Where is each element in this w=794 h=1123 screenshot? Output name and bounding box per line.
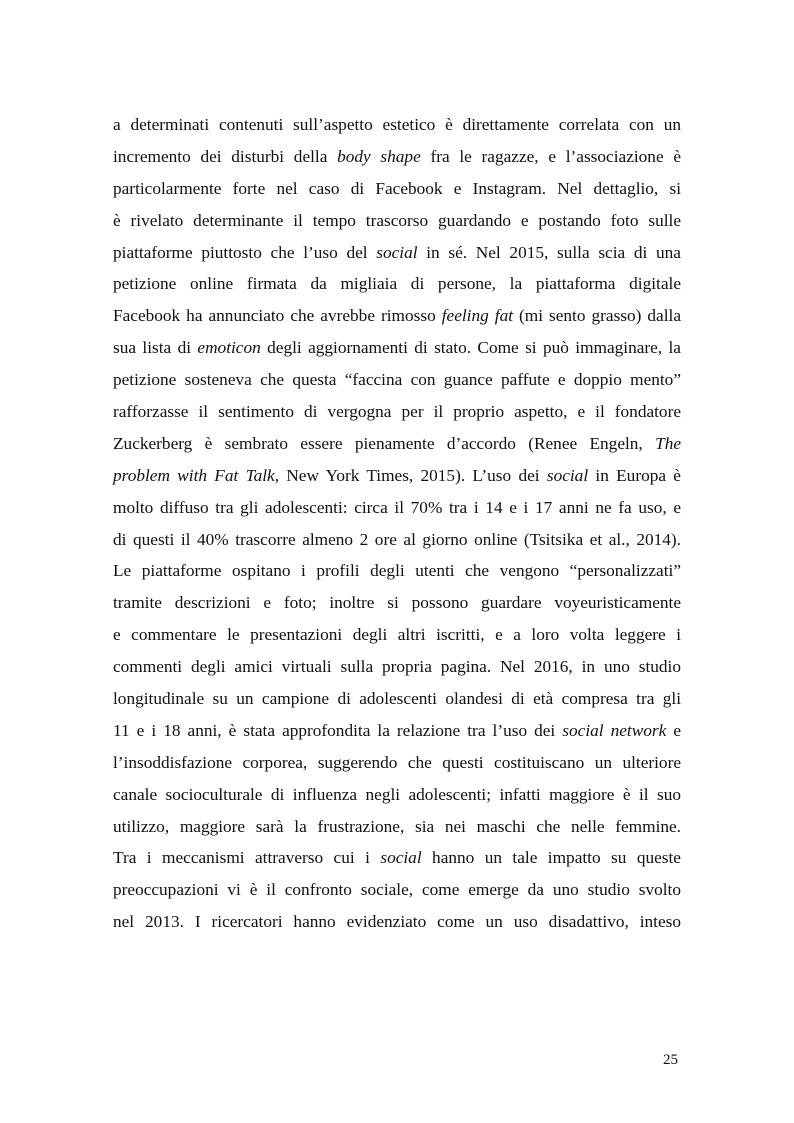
text-line <box>113 364 681 396</box>
text-run: fra le ragazze, e l’associazione è <box>420 146 681 166</box>
italic-term: social <box>546 465 589 485</box>
italic-term: problem with Fat Talk <box>113 465 275 485</box>
text-line <box>113 715 681 747</box>
text-run: longitudinale su un campione di adolescenti olandesi di età compresa tra gli <box>113 689 681 709</box>
text-line <box>113 492 681 524</box>
text-line <box>113 555 681 587</box>
text-run: Le piattaforme ospitano i profili degli utenti che vengono “personalizzati” <box>113 561 681 581</box>
text-line <box>113 779 681 811</box>
text-run: è rivelato determinante il tempo trascorso guardando e postando foto sulle <box>113 210 681 230</box>
text-line <box>113 332 681 364</box>
text-run: tramite descrizioni e foto; inoltre si possono guardare voyeuristicamente <box>113 593 681 613</box>
body-text <box>113 109 681 938</box>
italic-term: social <box>376 242 418 262</box>
page-number: 25 <box>663 1052 678 1068</box>
text-line <box>113 811 681 843</box>
text-run: preoccupazioni vi è il confronto sociale, come emerge da uno studio svolto <box>113 880 681 900</box>
text-run: l’insoddisfazione corporea, suggerendo che questi costituiscano un ulteriore <box>113 752 681 772</box>
text-run: molto diffuso tra gli adolescenti: circa il 70% tra i 14 e i 17 anni ne fa uso, e <box>113 497 681 517</box>
text-line <box>113 874 681 906</box>
text-line <box>113 619 681 651</box>
text-run: 11 e i 18 anni, è stata approfondita la relazione tra l’uso dei <box>113 720 563 740</box>
italic-term: body shape <box>337 146 421 166</box>
text-run: degli aggiornamenti di stato. Come si può immaginare, la <box>260 338 681 358</box>
text-run: petizione online firmata da migliaia di persone, la piattaforma digitale <box>113 274 681 294</box>
text-line <box>113 173 681 205</box>
text-run: hanno un tale impatto su queste <box>421 848 681 868</box>
text-run: Facebook ha annunciato che avrebbe rimosso <box>113 306 442 326</box>
text-line <box>113 237 681 269</box>
text-run: incremento dei disturbi della <box>113 146 338 166</box>
text-run: canale socioculturale di influenza negli adolescenti; infatti maggiore è il suo <box>113 784 681 804</box>
text-run: a determinati contenuti sull’aspetto estetico è direttamente correlata con un <box>113 115 681 134</box>
text-run: in Europa è <box>588 465 681 485</box>
text-line <box>113 587 681 619</box>
text-line <box>113 747 681 779</box>
text-run: rafforzasse il sentimento di vergogna per il proprio aspetto, e il fondatore <box>113 402 681 422</box>
text-run: e commentare le presentazioni degli altri iscritti, e a loro volta leggere i <box>113 625 681 645</box>
text-line <box>113 141 681 173</box>
text-line <box>113 842 681 874</box>
text-line <box>113 906 681 938</box>
text-run: in sé. Nel 2015, sulla scia di una <box>417 242 681 262</box>
italic-term: The <box>655 433 681 453</box>
text-line <box>113 109 681 141</box>
text-line <box>113 524 681 556</box>
text-line <box>113 205 681 237</box>
text-run: Tra i meccanismi attraverso cui i <box>113 848 381 868</box>
text-run: sua lista di <box>113 338 198 358</box>
italic-term: emoticon <box>197 338 261 358</box>
text-line <box>113 396 681 428</box>
text-run: , New York Times, 2015). L’uso dei <box>274 465 547 485</box>
text-line <box>113 300 681 332</box>
text-run: (mi sento grasso) dalla <box>513 306 681 326</box>
text-line <box>113 428 681 460</box>
text-line <box>113 651 681 683</box>
text-line <box>113 460 681 492</box>
text-run: petizione sosteneva che questa “faccina con guance paffute e doppio mento” <box>113 370 681 390</box>
text-run: particolarmente forte nel caso di Facebook e Instagram. Nel dettaglio, si <box>113 178 681 198</box>
text-run: commenti degli amici virtuali sulla propria pagina. Nel 2016, in uno studio <box>113 657 681 677</box>
italic-term: feeling fat <box>441 306 514 326</box>
italic-term: social <box>380 848 422 868</box>
text-run: nel 2013. I ricercatori hanno evidenziato come un uso disadattivo, inteso <box>113 912 681 932</box>
text-line <box>113 683 681 715</box>
text-run: di questi il 40% trascorre almeno 2 ore al giorno online (Tsitsika et al., 2014). <box>113 529 681 549</box>
text-line <box>113 268 681 300</box>
text-run: Zuckerberg è sembrato essere pienamente d’accordo (Renee Engeln, <box>113 433 656 453</box>
text-run: e <box>666 720 681 740</box>
italic-term: social network <box>562 720 667 740</box>
text-run: utilizzo, maggiore sarà la frustrazione, sia nei maschi che nelle femmine. <box>113 816 681 836</box>
text-run: piattaforme piuttosto che l’uso del <box>113 242 377 262</box>
